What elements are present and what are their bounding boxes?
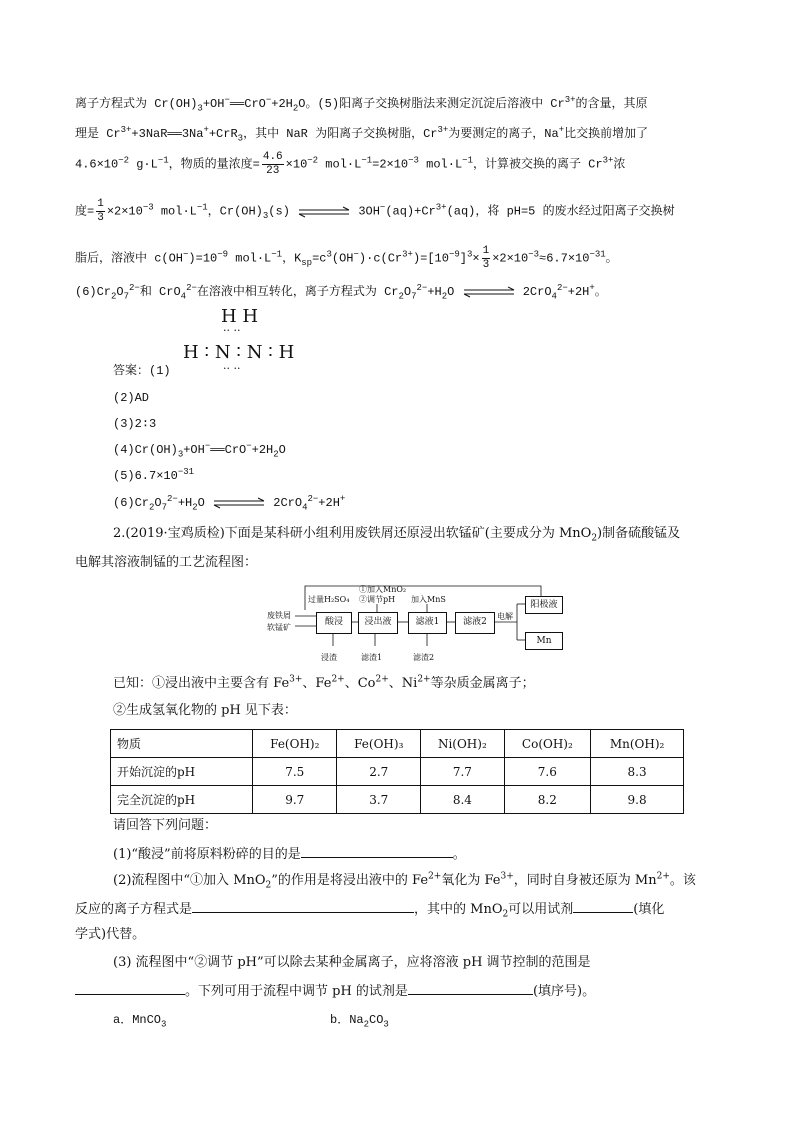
known-1: 已知：①浸出液中主要含有 $Fe^{3+}$、$Fe^{2+}$、$Co^{2+}$、$Ni^{2+}$等杂质金属离子； <box>113 674 535 691</box>
question-2-title-cont: 电解其溶液制锰的工艺流程图： <box>75 555 258 570</box>
answer-6: $(6)Cr_2O_7^{2-}+H_2O$ 2CrO$_4^{2-}$+2H+ <box>113 494 346 513</box>
text-line: 离子方程式为 $Cr(OH)_3+OH^-══CrO^-+2H_2O$。(5)阳离子交换树脂法来测定沉淀后溶液中 $Cr^{3+}$的含量，其原 <box>75 95 648 114</box>
table-cell: 开始沉淀的pH <box>111 758 253 786</box>
table-row <box>111 758 684 786</box>
table-header-row <box>111 730 684 758</box>
table-cell: 7.5 <box>253 758 337 786</box>
answer-blank[interactable] <box>573 898 633 913</box>
lewis-dots-top: ·· ·· <box>223 324 241 337</box>
fraction: $\frac{1}{3}$ <box>482 245 490 271</box>
fraction: $\frac{1}{3}$ <box>97 198 104 224</box>
text-line: 度= $\frac{1}{3}$ $\times 2\times 10^{-3}$ $mol\cdot L^{-1}$，$Cr(OH)_3(s)$ $3OH^-(aq)+Cr^{3+}(aq)$，将 pH=5 的废水经过阳离子交换树 <box>75 198 675 224</box>
equilibrium-arrow-icon <box>297 206 351 218</box>
table-cell: 3.7 <box>337 786 421 814</box>
flow-label-add-mns: 加入MnS <box>411 595 446 604</box>
equilibrium-arrow-icon <box>212 497 266 509</box>
option-b: b．$Na_2CO_3$ <box>330 1013 389 1030</box>
flow-label-electrolysis: 电解 <box>497 612 513 621</box>
flow-label-residue-2: 滤渣2 <box>413 653 435 662</box>
table-header: 物质 <box>111 730 253 758</box>
answer-blank[interactable] <box>192 898 414 913</box>
answer-4: $(4)Cr(OH)_3+OH^-══CrO^-+2H_2O$ <box>113 441 286 460</box>
question-3: (3) 流程图中“②调节 pH”可以除去某种金属离子，应将溶液 pH 调节控制的范围是 <box>113 955 591 970</box>
table-cell: 8.3 <box>591 758 684 786</box>
question-2-cont: 反应的离子方程式是 ，其中的 MnO$_2$可以用试剂 (填化 <box>75 898 664 920</box>
lewis-h-top: H H <box>221 306 259 327</box>
table-cell: 9.8 <box>591 786 684 814</box>
table-cell: 8.2 <box>504 786 591 814</box>
table-header: Mn(OH)₂ <box>591 730 684 758</box>
table-header: Ni(OH)₂ <box>421 730 504 758</box>
question-2-cont2: 学式)代替。 <box>75 927 146 942</box>
flow-label-residue-1: 滤渣1 <box>361 653 383 662</box>
answer-blank[interactable] <box>301 843 453 858</box>
flow-box-leachate: 浸出液 <box>358 612 398 634</box>
table-cell: 9.7 <box>253 786 337 814</box>
table-header: Fe(OH)₃ <box>337 730 421 758</box>
option-a: a．MnCO$_3$ <box>113 1013 167 1030</box>
questions-intro: 请回答下列问题： <box>113 818 218 833</box>
flow-label-adjust-ph: ②调节pH <box>359 595 396 604</box>
question-3-cont: 。下列可用于流程中调节 pH 的试剂是 (填序号)。 <box>75 980 595 1002</box>
process-flowchart <box>265 582 570 670</box>
text-line: 脂后，溶液中 $c(OH^-)=10^{-9}$ $mol\cdot L^{-1}$，$K_{sp}=c^3(OH^-)\cdot c(Cr^{3+})=[10^{-9}]^3\times$ $\frac{1}{3}$ $\times 2\times 10^{-3}\approx 6.7\times 10^{-31}$。 <box>75 245 618 271</box>
answer-3: (3)2∶3 <box>113 417 157 431</box>
flow-box-manganese: Mn <box>525 632 563 650</box>
flow-label-add-mno2: ①加入MnO₂ <box>359 585 407 594</box>
flow-label-pyrolusite: 软锰矿 <box>267 623 291 632</box>
known-2: ②生成氢氧化物的 pH 见下表： <box>113 703 297 718</box>
text-line: 理是 $Cr^{3+}+3NaR══3Na^++CrR_3$，其中 NaR 为阳离子交换树脂，$Cr^{3+}$为要测定的离子，Na+比交换前增加了 <box>75 125 649 144</box>
answer-2: (2)AD <box>113 391 150 405</box>
table-row <box>111 786 684 814</box>
table-cell: 完全沉淀的pH <box>111 786 253 814</box>
answer-blank[interactable] <box>408 980 533 995</box>
table-cell: 7.7 <box>421 758 504 786</box>
flow-box-anolyte: 阳极液 <box>525 596 563 614</box>
fraction: $\frac{4.6}{23}$ <box>262 151 283 177</box>
flow-label-acid: 过量H₂SO₄ <box>308 595 350 604</box>
lewis-main: H ∶ N ∶ N ∶ H <box>183 342 295 363</box>
equilibrium-arrow-icon <box>462 286 516 298</box>
ph-table <box>110 729 684 814</box>
question-2: (2)流程图中“①加入 MnO$_2$”的作用是将浸出液中的 $Fe^{2+}$氧化为 $Fe^{3+}$，同时自身被还原为 $Mn^{2+}$。该 <box>113 871 696 891</box>
answer-5: $(5)6.7\times 10^{-31}$ <box>113 467 195 483</box>
answer-blank[interactable] <box>75 980 185 995</box>
table-cell: 8.4 <box>421 786 504 814</box>
table-cell: 7.6 <box>504 758 591 786</box>
text-line: $4.6\times 10^{-2}$ $g\cdot L^{-1}$，物质的量浓度= $\frac{4.6}{23}$ $\times 10^{-2}$ $mol\cdot L^{-1}=2\times 10^{-3}$ $mol\cdot L^{-1}$，计算被交换的离子 $Cr^{3+}$浓 <box>75 151 626 177</box>
table-header: Co(OH)₂ <box>504 730 591 758</box>
question-1: (1)“酸浸”前将原料粉碎的目的是 。 <box>113 843 466 865</box>
table-header: Fe(OH)₂ <box>253 730 337 758</box>
text-line: $(6)Cr_2O_7^{2-}$和 CrO$_4^{2-}$在溶液中相互转化，离子方程式为 $Cr_2O_7^{2-}+H_2O$ 2CrO$_4^{2-}$+2H+。 <box>75 283 607 302</box>
question-2-title: 2.(2019·宝鸡质检)下面是某科研小组利用废铁屑还原浸出软锰矿(主要成分为 MnO$_2$)制备硫酸锰及 <box>113 526 681 544</box>
flow-box-acid-leach: 酸浸 <box>316 612 352 634</box>
flow-label-scrap-iron: 废铁屑 <box>267 611 291 620</box>
flow-label-leach-residue: 浸渣 <box>321 653 337 662</box>
answer-1: 答案：(1) <box>113 364 171 378</box>
flow-box-filtrate-2: 滤液2 <box>455 612 495 634</box>
table-cell: 2.7 <box>337 758 421 786</box>
lewis-dots-bottom: ·· ·· <box>223 362 241 375</box>
flow-box-filtrate-1: 滤液1 <box>408 612 447 634</box>
